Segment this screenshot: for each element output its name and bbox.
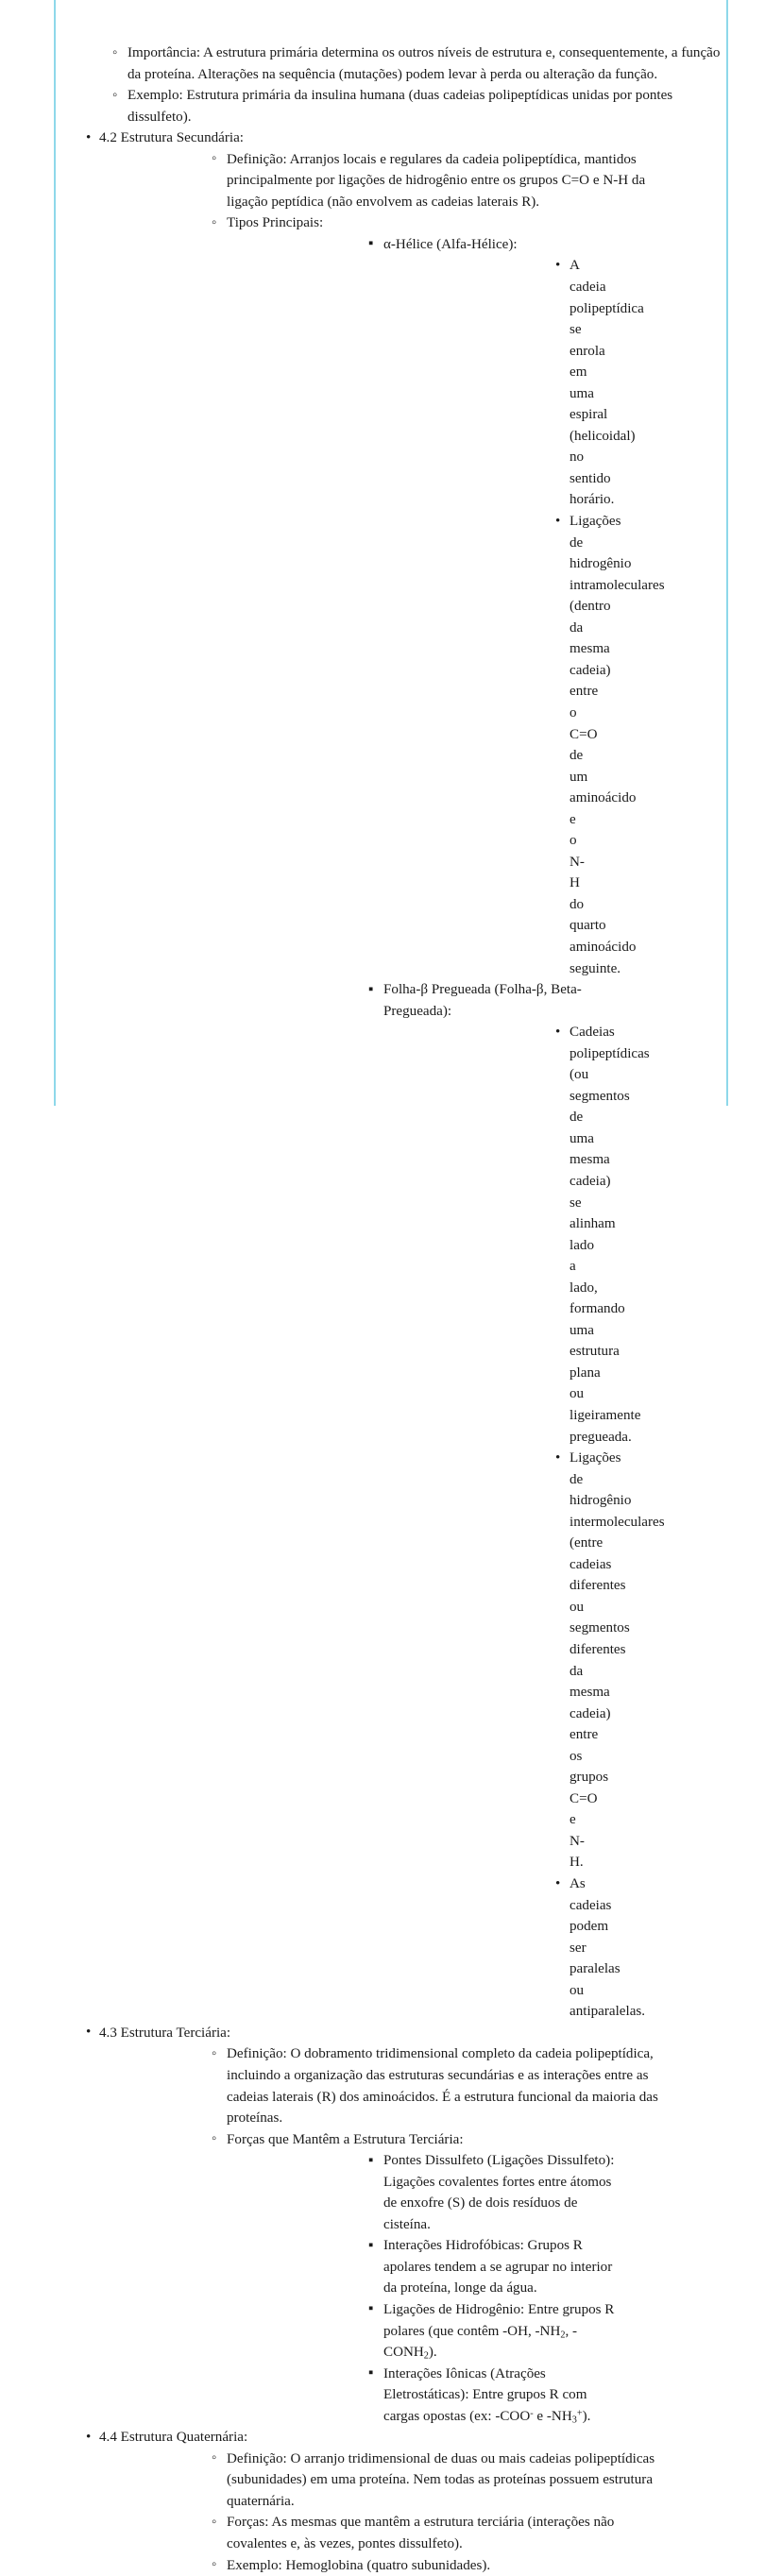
list-item-tertiary-definition: ◦ Definição: O dobramento tridimensional completo da cadeia polipeptídica, incluindo a organização das estruturas secundárias e as interações entre as cadeias laterais (R) dos aminoácidos. É a estrutura funcional da maioria das proteínas. [99,2043,727,2128]
force-hydrogen-prefix: Ligações de Hidrogênio: Entre grupos R polares (que contêm -OH, -NH [383,2301,615,2339]
force-hydrogen-subscript-2: 2 [423,2350,429,2362]
alpha-helix-details [383,255,665,979]
force-ionic-suffix: ). [582,2408,591,2424]
tertiary-forces-list [227,2150,672,2427]
list-item-beta-point-2: • Ligações de hidrogênio intermoleculares (entre cadeias diferentes ou segmentos diferentes da mesma cadeia) entre os grupos C=O e N-H. [383,1448,624,1873]
list-item-tertiary-forces [99,2129,727,2428]
list-item-quaternary-forces: ◦ Forças: As mesmas que mantêm a estrutura terciária (interações não covalentes e, às vezes, pontes dissulfeto). [99,2512,727,2554]
force-ionic-subscript-3: 3 [571,2414,577,2425]
force-hydrogen-subscript-1: 2 [560,2329,566,2340]
tertiary-forces-label: Forças que Mantêm a Estrutura Terciária: [227,2131,464,2147]
tertiary-structure-list [99,2043,727,2427]
tertiary-structure-section [0,2023,782,2427]
alpha-helix-label: α-Hélice (Alfa-Hélice): [383,236,518,252]
list-item-quaternary-example: ◦ Exemplo: Hemoglobina (quatro subunidades). [99,2555,727,2576]
quaternary-structure-section [0,2427,782,2576]
force-ionic-superscript-plus: + [576,2408,583,2419]
list-item-quaternary-definition: ◦ Definição: O arranjo tridimensional de duas ou mais cadeias polipeptídicas (subunidades) em uma proteína. Nem todas as proteínas possuem estrutura quaternária. [99,2449,727,2513]
list-item-force-hydrophobic: ▪ Interações Hidrofóbicas: Grupos R apolares tendem a se agrupar no interior da proteína, longe da água. [227,2235,672,2299]
list-item-tertiary-heading [0,2023,782,2427]
secondary-heading-text: 4.2 Estrutura Secundária: [99,130,244,146]
secondary-types-label: Tipos Principais: [227,215,324,231]
force-ionic-superscript-minus: - [530,2408,534,2419]
force-hydrogen-middle: , -CONH [383,2323,578,2361]
secondary-types-list [227,234,672,2023]
list-item-alpha-point-1: • A cadeia polipeptídica se enrola em uma espiral (helicoidal) no sentido horário. [383,255,624,511]
beta-sheet-label: Folha-β Pregueada (Folha-β, Beta-Pregueada): [383,982,582,1019]
list-item-alpha-helix [227,234,672,979]
secondary-structure-list [99,149,727,2023]
list-item-quaternary-heading [0,2427,782,2576]
list-item-secondary-heading [0,127,782,2023]
secondary-structure-section [0,127,782,2023]
list-item-secondary-definition: ◦ Definição: Arranjos locais e regulares da cadeia polipeptídica, mantidos principalmente por ligações de hidrogênio entre os grupos C=O e N-H da ligação peptídica (não envolvem as cadeias laterais R). [99,149,727,213]
quaternary-structure-list [99,2449,727,2576]
list-item-beta-point-3: • As cadeias podem ser paralelas ou antiparalelas. [383,1873,624,2023]
list-item-beta-point-1: • Cadeias polipeptídicas (ou segmentos de uma mesma cadeia) se alinham lado a lado, formando uma estrutura plana ou ligeiramente pregueada. [383,1022,624,1448]
quaternary-heading-text: 4.4 Estrutura Quaternária: [99,2430,248,2446]
force-ionic-middle: e -NH [533,2408,572,2424]
tertiary-heading-text: 4.3 Estrutura Terciária: [99,2025,231,2041]
list-item-secondary-types [99,212,727,2022]
list-item-primary-example: ◦ Exemplo: Estrutura primária da insulina humana (duas cadeias polipeptídicas unidas por pontes dissulfeto). [0,85,782,127]
force-ionic-prefix: Interações Iônicas (Atrações Eletrostáticas): Entre grupos R com cargas opostas (ex: -COO [383,2365,587,2424]
primary-structure-list [0,42,782,127]
force-hydrogen-suffix: ). [428,2345,437,2361]
list-item-force-hydrogen [227,2299,672,2364]
list-item-primary-importance: ◦ Importância: A estrutura primária determina os outros níveis de estrutura e, consequentemente, a função da proteína. Alterações na sequência (mutações) podem levar à perda ou alteração da função. [0,42,782,85]
beta-sheet-details [383,1022,665,2023]
list-item-force-ionic [227,2364,672,2428]
list-item-beta-sheet [227,979,672,2023]
list-item-force-disulfide: ▪ Pontes Dissulfeto (Ligações Dissulfeto): Ligações covalentes fortes entre átomos de enxofre (S) de dois resíduos de cisteína. [227,2150,672,2235]
list-item-alpha-point-2: • Ligações de hidrogênio intramoleculares (dentro da mesma cadeia) entre o C=O de um aminoácido e o N-H do quarto aminoácido seguinte. [383,511,624,979]
